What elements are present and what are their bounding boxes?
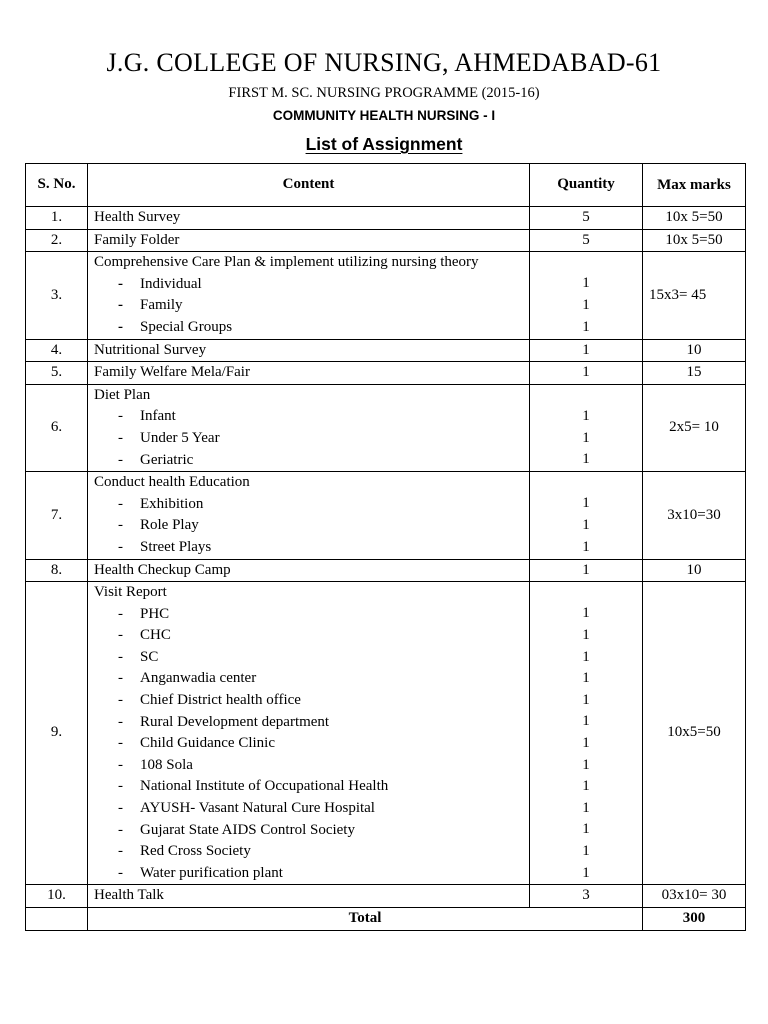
- list-item: - PHC: [94, 604, 523, 626]
- item-quantity: 1: [582, 429, 590, 446]
- list-item: - CHC: [94, 625, 523, 647]
- table-row: [26, 582, 746, 885]
- table-row: [26, 339, 746, 362]
- item-quantity: 1: [582, 648, 590, 665]
- row-quantity: 1: [530, 362, 643, 385]
- header-max-marks: Max marks: [643, 164, 746, 207]
- list-item: - Exhibition: [94, 494, 523, 516]
- row-quantity: 5: [530, 207, 643, 230]
- row-sno: 4.: [26, 339, 88, 362]
- row-content: [88, 472, 530, 559]
- list-item: - Family: [94, 295, 523, 317]
- item-quantity: 1: [582, 626, 590, 643]
- item-quantity: 1: [582, 778, 590, 795]
- row-content-heading: Visit Report: [94, 584, 167, 601]
- row-sno: 8.: [26, 559, 88, 582]
- row-max-marks: 10: [643, 559, 746, 582]
- list-item: - Rural Development department: [94, 712, 523, 734]
- item-quantity: 1: [582, 495, 590, 512]
- item-quantity: 1: [582, 864, 590, 881]
- table-row: [26, 384, 746, 471]
- table-row: [26, 252, 746, 339]
- item-quantity: 1: [582, 799, 590, 816]
- row-content: [88, 582, 530, 885]
- table-header-row: [26, 164, 746, 207]
- list-item: - Gujarat State AIDS Control Society: [94, 820, 523, 842]
- row-max-marks: 10: [643, 339, 746, 362]
- assignment-table: [25, 163, 746, 931]
- list-item: - Infant: [94, 406, 523, 428]
- programme-subtitle: FIRST M. SC. NURSING PROGRAMME (2015-16): [228, 85, 540, 101]
- item-quantity: 1: [582, 517, 590, 534]
- row-content: Health Checkup Camp: [88, 559, 530, 582]
- row-sno: 3.: [26, 252, 88, 339]
- item-quantity: 1: [582, 734, 590, 751]
- item-quantity: 1: [582, 451, 590, 468]
- header-quantity: Quantity: [530, 164, 643, 207]
- item-quantity: 1: [582, 605, 590, 622]
- row-quantity: 3: [530, 885, 643, 908]
- item-quantity: 1: [582, 691, 590, 708]
- row-content: [88, 252, 530, 339]
- item-quantity: 1: [582, 670, 590, 687]
- list-item: - National Institute of Occupational Health: [94, 776, 523, 798]
- college-title: J.G. COLLEGE OF NURSING, AHMEDABAD-61: [106, 48, 662, 77]
- header-content: Content: [88, 164, 530, 207]
- row-max-marks: 10x 5=50: [643, 229, 746, 252]
- row-sno: 1.: [26, 207, 88, 230]
- list-item: - Special Groups: [94, 317, 523, 339]
- row-quantity: [530, 472, 643, 559]
- item-quantity: 1: [582, 408, 590, 425]
- item-quantity: 1: [582, 713, 590, 730]
- row-quantity: [530, 384, 643, 471]
- row-max-marks: 3x10=30: [643, 472, 746, 559]
- row-sno: 7.: [26, 472, 88, 559]
- total-blank-cell: [26, 908, 88, 931]
- list-item: - Geriatric: [94, 450, 523, 472]
- row-sno: 10.: [26, 885, 88, 908]
- row-quantity: [530, 252, 643, 339]
- list-item: - 108 Sola: [94, 755, 523, 777]
- list-title: [0, 134, 768, 155]
- row-content-heading: Conduct health Education: [94, 474, 250, 491]
- list-item: - Individual: [94, 274, 523, 296]
- row-content-heading: Diet Plan: [94, 386, 151, 403]
- row-content-heading: Comprehensive Care Plan & implement utilizing nursing theory: [94, 254, 479, 271]
- list-item: - Chief District health office: [94, 690, 523, 712]
- table-row: [26, 559, 746, 582]
- table-row: [26, 885, 746, 908]
- item-quantity: 1: [582, 842, 590, 859]
- row-quantity: 5: [530, 229, 643, 252]
- row-max-marks: 15x3= 45: [643, 252, 746, 339]
- table-row: [26, 229, 746, 252]
- row-max-marks: 10x5=50: [643, 582, 746, 885]
- row-quantity: [530, 582, 643, 885]
- total-row: [26, 908, 746, 931]
- row-content: Health Survey: [88, 207, 530, 230]
- list-item: - Street Plays: [94, 537, 523, 559]
- total-value: 300: [643, 908, 746, 931]
- row-sno: 9.: [26, 582, 88, 885]
- list-item: - Water purification plant: [94, 863, 523, 885]
- row-max-marks: 03x10= 30: [643, 885, 746, 908]
- list-item: - Anganwadia center: [94, 668, 523, 690]
- row-content: Family Welfare Mela/Fair: [88, 362, 530, 385]
- row-quantity: 1: [530, 559, 643, 582]
- list-item: - Red Cross Society: [94, 841, 523, 863]
- item-quantity: 1: [582, 756, 590, 773]
- list-item: - AYUSH- Vasant Natural Cure Hospital: [94, 798, 523, 820]
- row-content: Nutritional Survey: [88, 339, 530, 362]
- list-item: - SC: [94, 647, 523, 669]
- item-quantity: 1: [582, 297, 590, 314]
- row-max-marks: 10x 5=50: [643, 207, 746, 230]
- row-sno: 2.: [26, 229, 88, 252]
- row-content: Health Talk: [88, 885, 530, 908]
- list-item: - Child Guidance Clinic: [94, 733, 523, 755]
- table-row: [26, 472, 746, 559]
- list-title-text: List of Assignment: [305, 134, 463, 154]
- row-content: [88, 384, 530, 471]
- item-quantity: 1: [582, 538, 590, 555]
- list-item: - Under 5 Year: [94, 428, 523, 450]
- item-quantity: 1: [582, 821, 590, 838]
- total-label: Total: [88, 908, 643, 931]
- table-row: [26, 207, 746, 230]
- row-sno: 6.: [26, 384, 88, 471]
- row-quantity: 1: [530, 339, 643, 362]
- row-max-marks: 15: [643, 362, 746, 385]
- item-quantity: 1: [582, 318, 590, 335]
- list-item: - Role Play: [94, 515, 523, 537]
- table-row: [26, 362, 746, 385]
- subject-heading: COMMUNITY HEALTH NURSING - I: [272, 108, 496, 123]
- row-max-marks: 2x5= 10: [643, 384, 746, 471]
- row-sno: 5.: [26, 362, 88, 385]
- row-content: Family Folder: [88, 229, 530, 252]
- header-sno: S. No.: [26, 164, 88, 207]
- item-quantity: 1: [582, 275, 590, 292]
